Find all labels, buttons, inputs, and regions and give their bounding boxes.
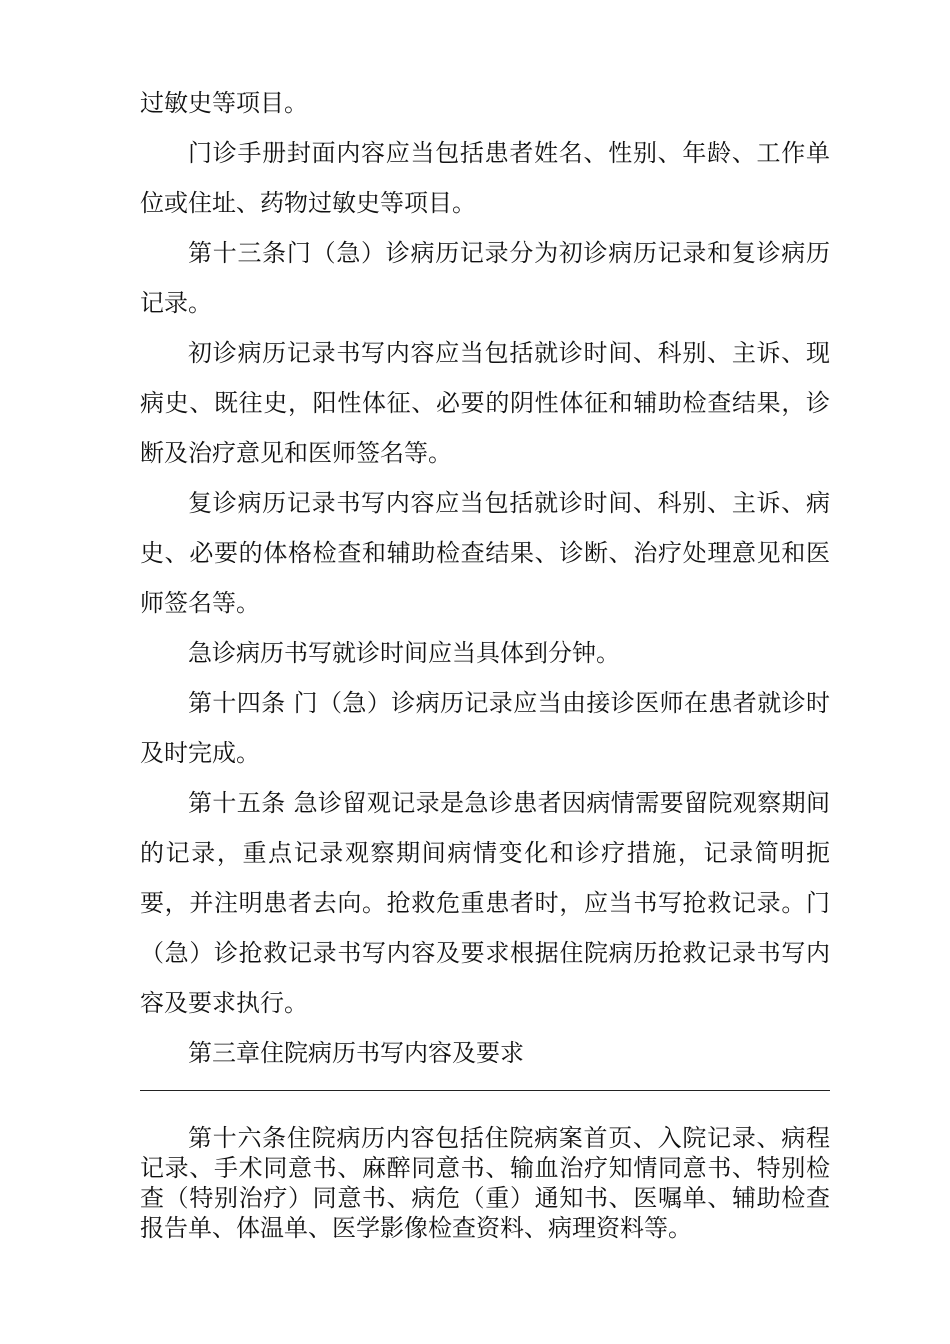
paragraph-continuation: 过敏史等项目。 bbox=[140, 89, 308, 117]
paragraph-follow-up-record: 复诊病历记录书写内容应当包括就诊时间、科别、主诉、病史、必要的体格检查和辅助检查结果、诊断、治疗处理意见和医师签名等。 bbox=[140, 489, 830, 617]
footer-section bbox=[140, 1123, 830, 1243]
chapter-heading: 第三章住院病历书写内容及要求 bbox=[188, 1039, 524, 1067]
paragraph-emergency-time: 急诊病历书写就诊时间应当具体到分钟。 bbox=[188, 639, 620, 667]
paragraph-initial-visit-record: 初诊病历记录书写内容应当包括就诊时间、科别、主诉、现病史、既往史，阳性体征、必要的阴性体征和辅助检查结果，诊断及治疗意见和医师签名等。 bbox=[140, 339, 830, 467]
paragraph-article-14: 第十四条 门（急）诊病历记录应当由接诊医师在患者就诊时及时完成。 bbox=[140, 689, 830, 767]
paragraph-article-15: 第十五条 急诊留观记录是急诊患者因病情需要留院观察期间的记录，重点记录观察期间病情变化和诊疗措施，记录简明扼要，并注明患者去向。抢救危重患者时，应当书写抢救记录。门（急）诊抢救记录书写内容及要求根据住院病历抢救记录书写内容及要求执行。 bbox=[140, 789, 830, 1017]
paragraph-article-16: 第十六条住院病历内容包括住院病案首页、入院记录、病程记录、手术同意书、麻醉同意书、输血治疗知情同意书、特别检查（特别治疗）同意书、病危（重）通知书、医嘱单、辅助检查报告单、体温单、医学影像检查资料、病理资料等。 bbox=[140, 1124, 830, 1242]
document-body bbox=[140, 78, 830, 1078]
horizontal-divider bbox=[140, 1090, 830, 1091]
paragraph-outpatient-handbook-cover: 门诊手册封面内容应当包括患者姓名、性别、年龄、工作单位或住址、药物过敏史等项目。 bbox=[140, 139, 830, 217]
paragraph-article-13: 第十三条门（急）诊病历记录分为初诊病历记录和复诊病历记录。 bbox=[140, 239, 830, 317]
